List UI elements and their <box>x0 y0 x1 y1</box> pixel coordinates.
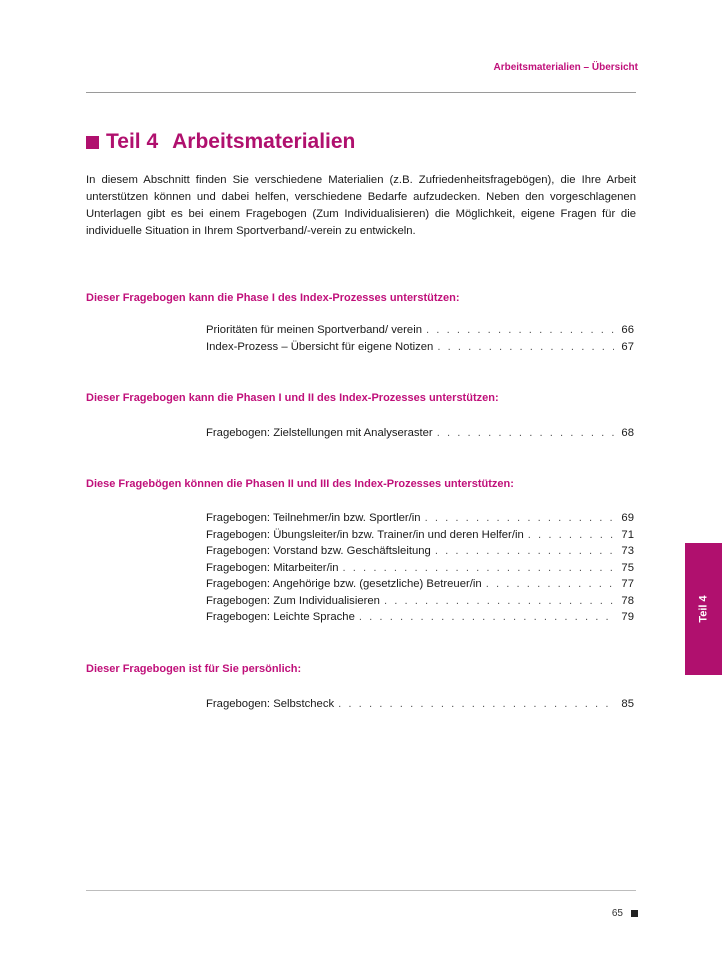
toc-entry[interactable] <box>206 322 634 339</box>
toc-entry[interactable] <box>206 576 634 593</box>
toc-entry-page: 71 <box>621 528 634 541</box>
toc-entry-text: Fragebogen: Vorstand bzw. Geschäftsleitung <box>206 545 431 557</box>
heading-square-icon <box>86 136 99 149</box>
toc-entry-page: 79 <box>621 611 634 623</box>
chapter-side-tab[interactable] <box>685 543 722 675</box>
toc-entry-text: Index-Prozess – Übersicht für eigene Notizen <box>206 340 434 353</box>
toc-entry-page: 85 <box>621 698 634 710</box>
dot-leader <box>425 510 614 527</box>
toc-list-4 <box>206 696 634 713</box>
dot-leader <box>384 593 614 610</box>
toc-entry-page: 69 <box>621 512 634 524</box>
dot-leader <box>338 696 614 713</box>
toc-entry-page: 66 <box>621 324 634 336</box>
section-title-2: Dieser Fragebogen kann die Phasen I und II des Index-Prozesses unterstützen: <box>86 392 499 404</box>
header-rule <box>86 92 636 93</box>
toc-entry[interactable] <box>206 510 634 527</box>
toc-list-2 <box>206 425 634 442</box>
toc-entry-text: Prioritäten für meinen Sportverband/ verein <box>206 324 423 336</box>
toc-entry[interactable] <box>206 560 634 577</box>
toc-entry-text: Fragebogen: Übungsleiter/in bzw. Trainer/in und deren Helfer/in <box>206 528 524 541</box>
footer-rule <box>86 890 636 891</box>
toc-entry[interactable] <box>206 696 634 713</box>
dot-leader <box>343 560 615 577</box>
toc-entry-text: Fragebogen: Selbstcheck <box>206 698 335 710</box>
toc-entry-text: Fragebogen: Angehörige bzw. (gesetzliche) Betreuer/in <box>206 578 482 590</box>
toc-entry-text: Fragebogen: Zielstellungen mit Analyseraster <box>206 427 433 439</box>
section-title-4: Dieser Fragebogen ist für Sie persönlich: <box>86 663 302 675</box>
toc-entry-page: 75 <box>621 561 634 574</box>
dot-leader <box>528 527 614 544</box>
dot-leader <box>435 543 614 560</box>
dot-leader <box>359 609 614 626</box>
toc-entry-page: 77 <box>621 578 634 590</box>
toc-entry-page: 78 <box>621 594 634 607</box>
heading-title: Arbeitsmaterialien <box>172 130 356 153</box>
toc-entry[interactable] <box>206 543 634 560</box>
toc-entry-page: 73 <box>621 545 634 557</box>
dot-leader <box>486 576 614 593</box>
toc-entry-page: 68 <box>621 427 634 439</box>
intro-paragraph: In diesem Abschnitt finden Sie verschiedene Materialien (z.B. Zufriedenheitsfragebögen), die Ihre Arbeit unterstützen können und dabei helfen, verschiedene Bedarfe aufzudecken. Neben den vorgeschlagenen Unterlagen gibt es bei einem Fragebogen (Zum Individualisieren) die Möglichkeit, eigene Fragen für die individuelle Situation in Ihrem Sportverband/-verein zu entwickeln. <box>86 174 636 237</box>
dot-leader <box>426 322 614 339</box>
footer-square-icon <box>631 910 638 917</box>
toc-entry[interactable] <box>206 609 634 626</box>
toc-entry[interactable] <box>206 339 634 356</box>
toc-entry[interactable] <box>206 425 634 442</box>
dot-leader <box>437 425 614 442</box>
page-heading <box>86 130 355 154</box>
toc-entry-text: Fragebogen: Teilnehmer/in bzw. Sportler/in <box>206 512 421 524</box>
toc-entry-text: Fragebogen: Mitarbeiter/in <box>206 561 339 574</box>
heading-part: Teil 4 <box>106 130 159 153</box>
toc-entry-text: Fragebogen: Zum Individualisieren <box>206 594 380 607</box>
toc-entry[interactable] <box>206 593 634 610</box>
toc-list-3 <box>206 510 634 626</box>
toc-entry-page: 67 <box>621 340 634 353</box>
page-number: 65 <box>611 908 623 919</box>
toc-entry-text: Fragebogen: Leichte Sprache <box>206 611 355 623</box>
toc-entry[interactable] <box>206 527 634 544</box>
side-tab-label: Teil 4 <box>697 595 710 623</box>
running-head: Arbeitsmaterialien – Übersicht <box>493 62 638 73</box>
page-footer <box>612 908 638 919</box>
dot-leader <box>437 339 614 356</box>
toc-list-1 <box>206 322 634 355</box>
section-title-1: Dieser Fragebogen kann die Phase I des Index-Prozesses unterstützen: <box>86 292 460 304</box>
section-title-3: Diese Fragebögen können die Phasen II und III des Index-Prozesses unterstützen: <box>86 478 514 490</box>
